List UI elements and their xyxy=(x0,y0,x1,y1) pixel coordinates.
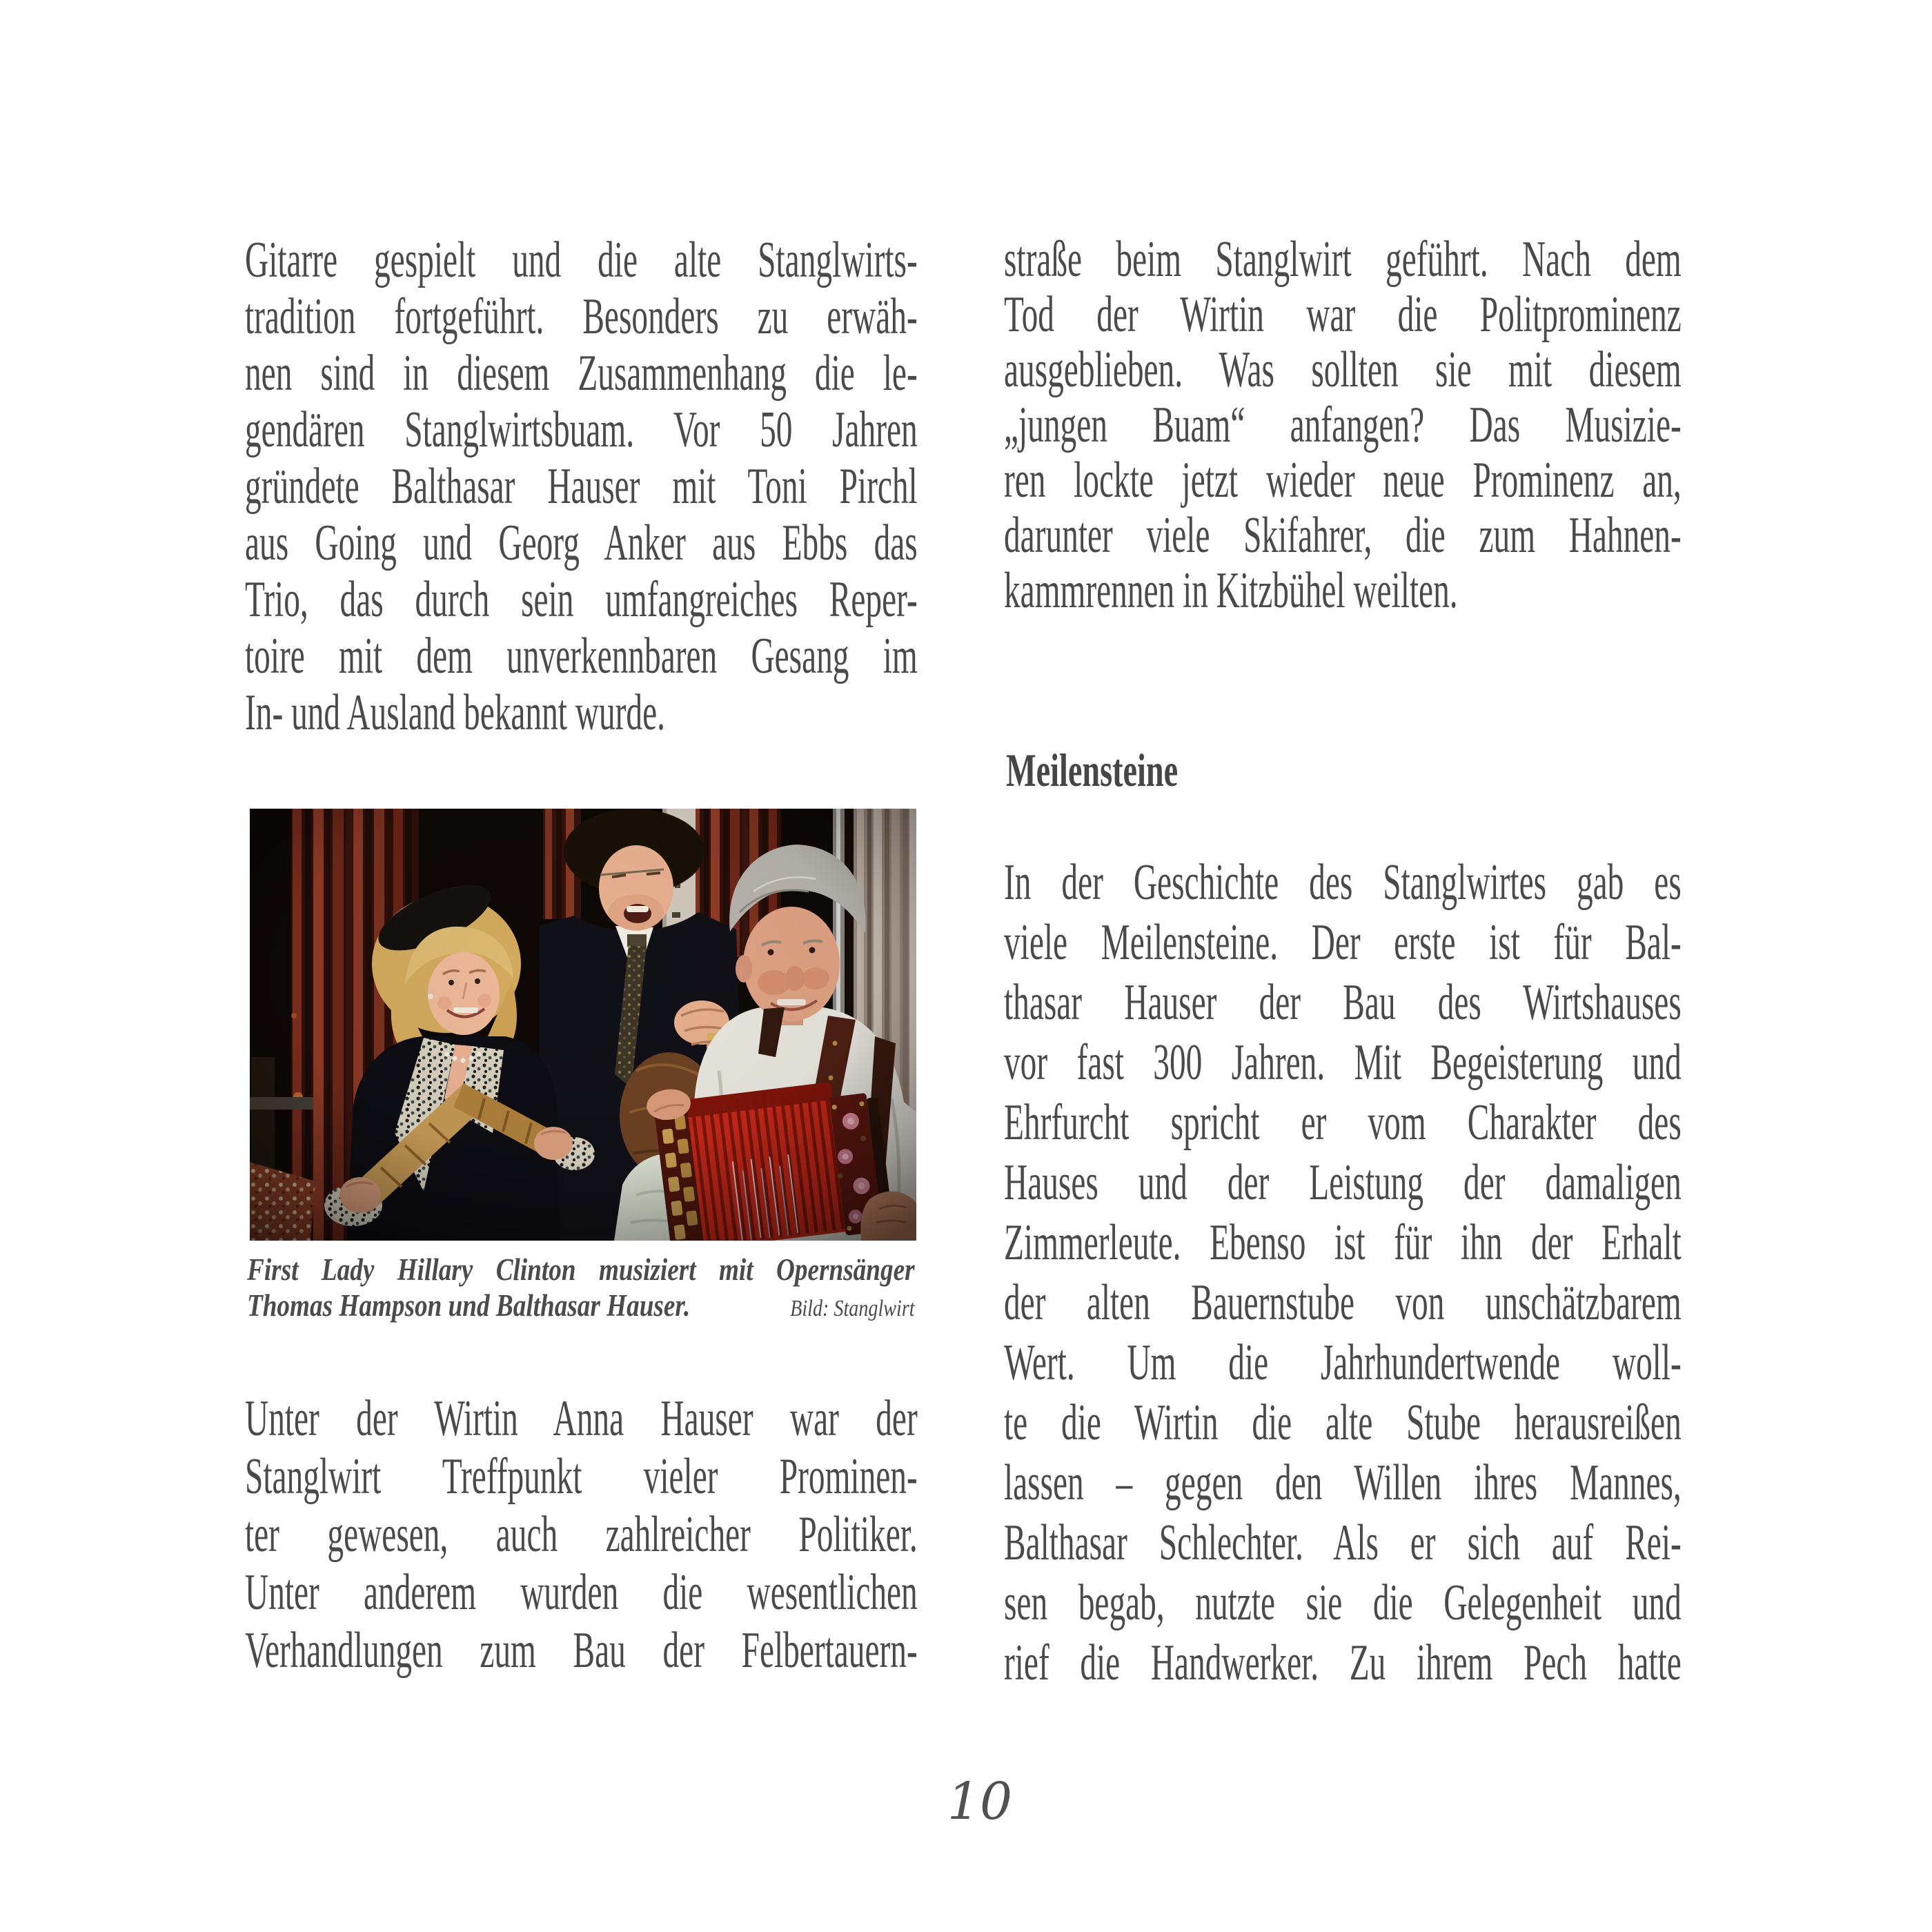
text-line: gendären Stanglwirtsbuam. Vor 50 Jahren xyxy=(245,402,918,458)
text-line: Trio, das durch sein umfangreiches Reper- xyxy=(245,571,918,628)
paragraph-right-1 xyxy=(1004,232,1682,618)
text-line: Unter anderem wurden die wesentlichen xyxy=(245,1564,918,1621)
text-line: vor fast 300 Jahren. Mit Begeisterung und xyxy=(1004,1034,1682,1091)
text-line: nen sind in diesem Zusammenhang die le- xyxy=(245,345,918,402)
text-line: „jungen Buam“ anfangen? Das Musizie- xyxy=(1004,397,1682,453)
text-line: Gitarre gespielt und die alte Stanglwirts- xyxy=(245,232,918,288)
text-line: te die Wirtin die alte Stube herausreißen xyxy=(1004,1394,1682,1451)
text-line: gründete Balthasar Hauser mit Toni Pirchl xyxy=(245,458,918,515)
text-line: kammrennen in Kitzbühel weilten. xyxy=(1004,562,1458,619)
text-line: Hauses und der Leistung der damaligen xyxy=(1004,1154,1682,1211)
text-line: lassen – gegen den Willen ihres Mannes, xyxy=(1004,1455,1682,1511)
photo-hillary-clinton-musicians xyxy=(250,809,916,1241)
section-heading: Meilensteine xyxy=(1006,744,1179,796)
text-line: thasar Hauser der Bau des Wirtshauses xyxy=(1004,974,1682,1031)
text-line: Zimmerleute. Ebenso ist für ihn der Erhalt xyxy=(1004,1214,1682,1271)
text-line: Balthasar Schlechter. Als er sich auf Rei- xyxy=(1004,1515,1682,1571)
text-line: Tod der Wirtin war die Politprominenz xyxy=(1004,286,1682,343)
text-line: ausgeblieben. Was sollten sie mit diesem xyxy=(1004,342,1682,398)
paragraph-left-1 xyxy=(245,232,918,741)
text-line: Stanglwirt Treffpunkt vieler Prominen- xyxy=(245,1448,918,1505)
text-line: straße beim Stanglwirt geführt. Nach dem xyxy=(1004,231,1682,288)
text-line: viele Meilensteine. Der erste ist für Bal- xyxy=(1004,914,1682,971)
photo-caption xyxy=(247,1252,915,1323)
text-line: Verhandlungen zum Bau der Felbertauern- xyxy=(245,1622,918,1679)
paragraph-right-2 xyxy=(1004,853,1682,1693)
text-line: ter gewesen, auch zahlreicher Politiker. xyxy=(245,1506,918,1563)
text-line: toire mit dem unverkennbaren Gesang im xyxy=(245,628,918,684)
text-line: Ehrfurcht spricht er vom Charakter des xyxy=(1004,1094,1682,1151)
text-line: der alten Bauernstube von unschätzbarem xyxy=(1004,1274,1682,1331)
photo-figure xyxy=(250,809,916,1241)
caption-text: Thomas Hampson und Balthasar Hauser. xyxy=(247,1288,691,1323)
paragraph-left-2 xyxy=(245,1390,918,1679)
text-line: tradition fortgeführt. Besonders zu erwäh- xyxy=(245,288,918,345)
text-line: In der Geschichte des Stanglwirtes gab es xyxy=(1004,854,1682,911)
text-line: darunter viele Skifahrer, die zum Hahnen- xyxy=(1004,507,1682,564)
text-line: ren lockte jetzt wieder neue Prominenz an, xyxy=(1004,452,1682,509)
text-line: aus Going und Georg Anker aus Ebbs das xyxy=(245,515,918,571)
photo-vignette xyxy=(250,809,916,1241)
page-number: 10 xyxy=(947,1772,1013,1831)
text-line: Wert. Um die Jahrhundertwende woll- xyxy=(1004,1334,1682,1391)
caption-line-1: First Lady Hillary Clinton musiziert mit Opernsänger xyxy=(247,1252,915,1287)
text-line: rief die Handwerker. Zu ihrem Pech hatte xyxy=(1004,1635,1682,1691)
text-line: Unter der Wirtin Anna Hauser war der xyxy=(245,1390,918,1447)
text-line: sen begab, nutzte sie die Gelegenheit und xyxy=(1004,1575,1682,1631)
text-line: In- und Ausland bekannt wurde. xyxy=(245,684,665,741)
caption-line-2 xyxy=(247,1288,915,1323)
caption-credit: Bild: Stanglwirt xyxy=(790,1296,915,1321)
